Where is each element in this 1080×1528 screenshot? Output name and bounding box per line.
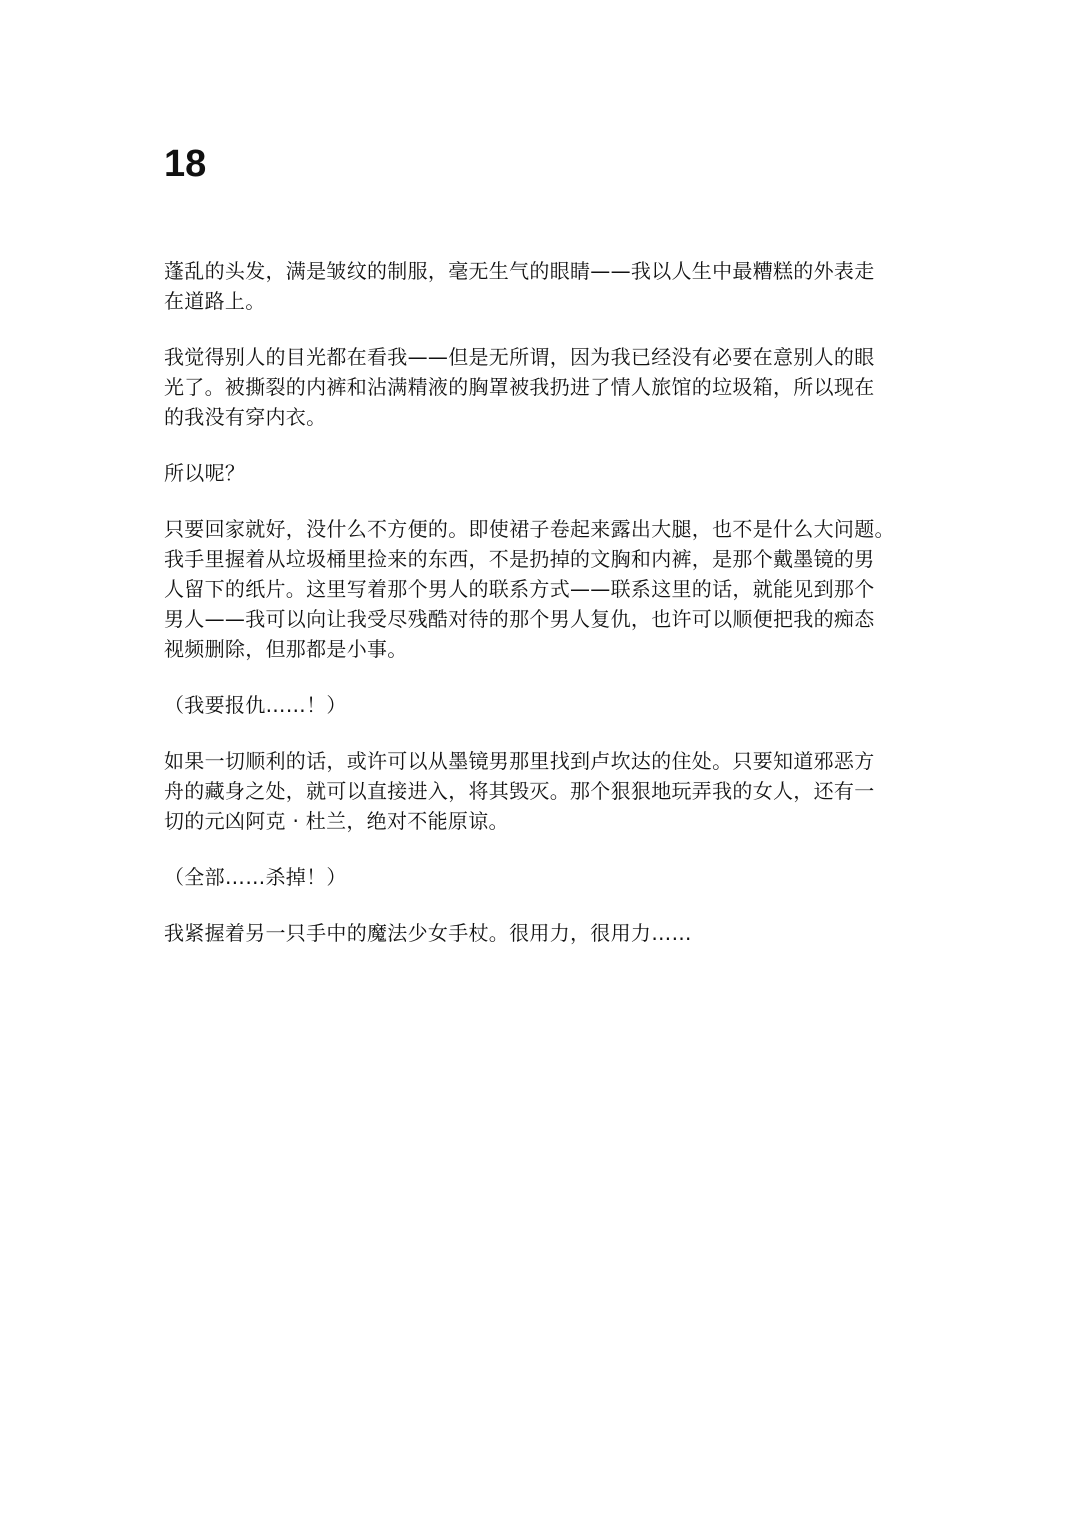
paragraph-3: 所以呢？ xyxy=(164,461,246,485)
paragraph-4: 只要回家就好，没什么不方便的。即使裙子卷起来露出大腿，也不是什么大问题。 我手里握着从垃圾桶里捡来的东西，不是扔掉的文胸和内裤，是那个戴墨镜的男 人留下的纸片。这里写着那个男人的联系方式——联系这里的话，就能见到那个 男人——我可以向让我受尽残酷对待的那个男人复仇，也许可以顺便把我的痴态 视频删除，但那都是小事。 xyxy=(164,517,895,661)
paragraph-5: （我要报仇……！） xyxy=(164,693,347,717)
chapter-number: 18 xyxy=(164,143,207,185)
chapter-body xyxy=(164,256,920,974)
paragraph-2: 我觉得别人的目光都在看我——但是无所谓，因为我已经没有必要在意别人的眼 光了。被撕裂的内裤和沾满精液的胸罩被我扔进了情人旅馆的垃圾箱，所以现在 的我没有穿内衣。 xyxy=(164,345,875,429)
paragraph-1: 蓬乱的头发，满是皱纹的制服，毫无生气的眼睛——我以人生中最糟糕的外表走 在道路上。 xyxy=(164,259,875,313)
paragraph-8: 我紧握着另一只手中的魔法少女手杖。很用力，很用力…… xyxy=(164,921,692,945)
paragraph-6: 如果一切顺利的话，或许可以从墨镜男那里找到卢坎达的住处。只要知道邪恶方 舟的藏身之处，就可以直接进入，将其毁灭。那个狠狠地玩弄我的女人，还有一 切的元凶阿克 · 杜兰，绝对不能原谅。 xyxy=(164,749,875,833)
paragraph-7: （全部……杀掉！） xyxy=(164,865,347,889)
